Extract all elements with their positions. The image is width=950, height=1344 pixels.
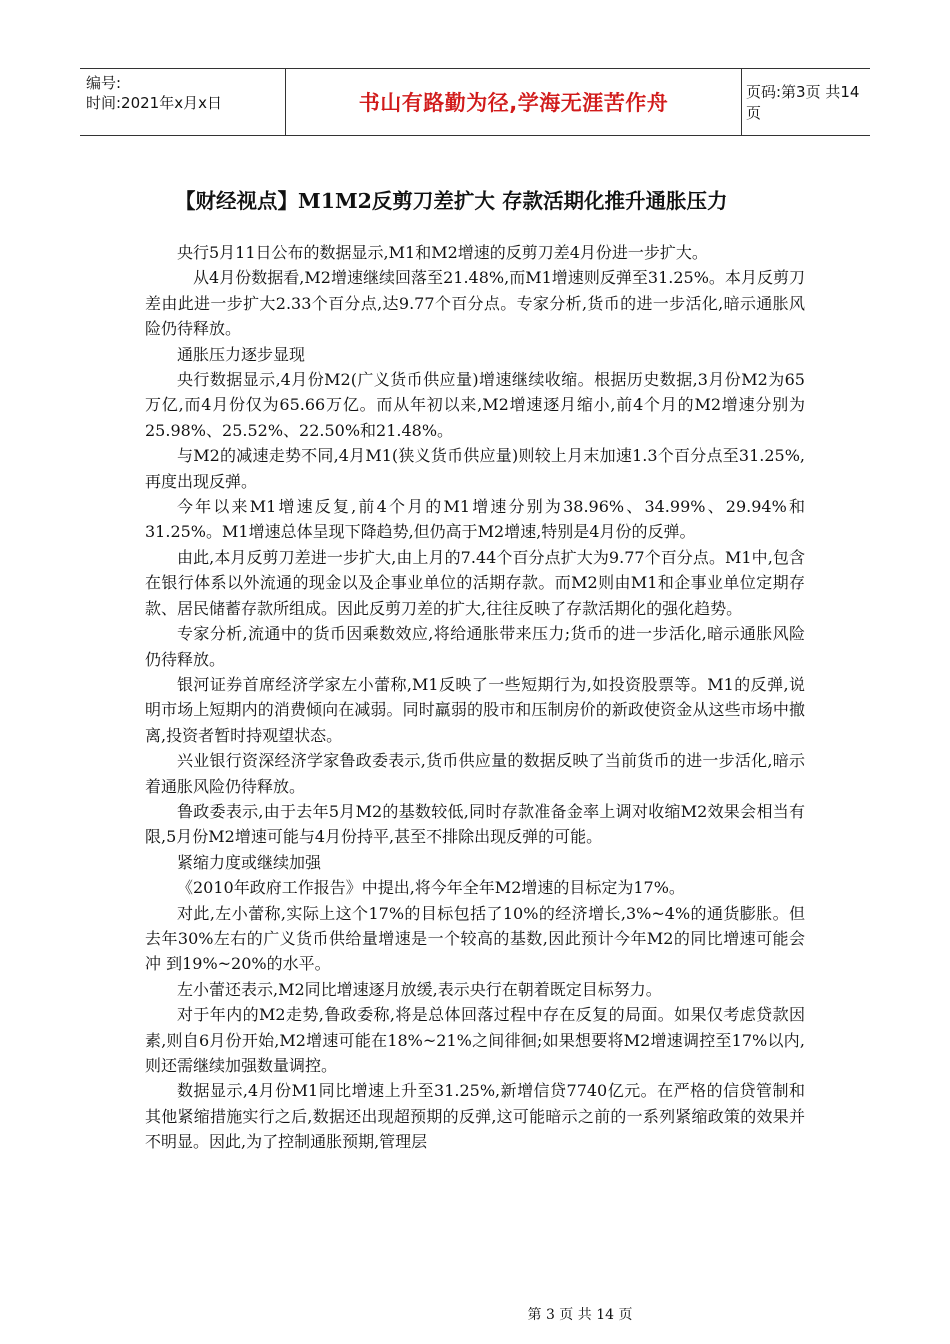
section-heading: 紧缩力度或继续加强 (177, 852, 322, 872)
paragraph: 专家分析,流通中的货币因乘数效应,将给通胀带来压力;货币的进一步活化,暗示通胀风险仍待释放。 (145, 624, 805, 669)
paragraph: 数据显示,4月份M1同比增速上升至31.25%,新增信贷7740亿元。在严格的信贷管制和其他紧缩措施实行之后,数据还出现超预期的反弹,这可能暗示之前的一系列紧缩政策的效果并不明显。因此,为了控制通胀预期,管理层 (145, 1081, 805, 1152)
page-footer: 第 3 页 共 14 页 (527, 1307, 633, 1323)
time-label: 时间:2021年x月x日 (86, 94, 222, 112)
article-title: 【财经视点】M1M2反剪刀差扩大 存款活期化推升通胀压力 (175, 189, 728, 213)
paragraph: 由此,本月反剪刀差进一步扩大,由上月的7.44个百分点扩大为9.77个百分点。M1中,包含在银行体系以外流通的现金以及企事业单位的活期存款。而M2则由M1和企事业单位定期存款、居民储蓄存款所组成。因此反剪刀差的扩大,往往反映了存款活期化的强化趋势。 (145, 547, 805, 618)
paragraph: 兴业银行资深经济学家鲁政委表示,货币供应量的数据反映了当前货币的进一步活化,暗示着通胀风险仍待释放。 (145, 751, 805, 796)
paragraph: 银河证券首席经济学家左小蕾称,M1反映了一些短期行为,如投资股票等。M1的反弹,说明市场上短期内的消费倾向在减弱。同时羸弱的股市和压制房价的新政使资金从这些市场中撤离,投资者暂时持观望状态。 (145, 674, 805, 745)
paragraph: 对此,左小蕾称,实际上这个17%的目标包括了10%的经济增长,3%~4%的通货膨胀。但去年30%左右的广义货币供给量增速是一个较高的基数,因此预计今年M2的同比增速可能会 冲 到19%~20%的水平。 (145, 903, 805, 974)
paragraph: 左小蕾还表示,M2同比增速逐月放缓,表示央行在朝着既定目标努力。 (177, 979, 662, 999)
paragraph: 从4月份数据看,M2增速继续回落至21.48%,而M1增速则反弹至31.25%。本月反剪刀差由此进一步扩大2.33个百分点,达9.77个百分点。专家分析,货币的进一步活化,暗示通胀风险仍待释放。 (145, 268, 805, 339)
article-body (145, 240, 805, 1155)
paragraph: 今年以来M1增速反复,前4个月的M1增速分别为38.96%、34.99%、29.94%和31.25%。M1增速总体呈现下降趋势,但仍高于M2增速,特别是4月份的反弹。 (145, 497, 805, 542)
paragraph: 鲁政委表示,由于去年5月M2的基数较低,同时存款准备金率上调对收缩M2效果会相当有限,5月份M2增速可能与4月份持平,甚至不排除出现反弹的可能。 (145, 801, 805, 847)
header-meta (86, 73, 222, 113)
number-label: 编号: (86, 74, 122, 92)
header-page-info: 页码:第3页 共14页 (746, 83, 860, 122)
paragraph: 与M2的减速走势不同,4月M1(狭义货币供应量)则较上月末加速1.3个百分点至31.25%,再度出现反弹。 (145, 446, 805, 491)
paragraph: 央行5月11日公布的数据显示,M1和M2增速的反剪刀差4月份进一步扩大。 (177, 243, 708, 262)
paragraph: 央行数据显示,4月份M2(广义货币供应量)增速继续收缩。根据历史数据,3月份M2为65万亿,而4月份仅为65.66万亿。而从年初以来,M2增速逐月缩小,前4个月的M2增速分别为25.98%、25.52%、22.50%和21.48%。 (145, 370, 805, 440)
paragraph: 对于年内的M2走势,鲁政委称,将是总体回落过程中存在反复的局面。如果仅考虑贷款因素,则自6月份开始,M2增速可能在18%~21%之间徘徊;如果想要将M2增速调控至17%以内,则还需继续加强数量调控。 (145, 1005, 805, 1075)
section-heading: 通胀压力逐步显现 (177, 344, 306, 364)
page-header (80, 68, 870, 136)
header-motto: 书山有路勤为径,学海无涯苦作舟 (285, 69, 742, 135)
paragraph: 《2010年政府工作报告》中提出,将今年全年M2增速的目标定为17%。 (177, 878, 685, 898)
